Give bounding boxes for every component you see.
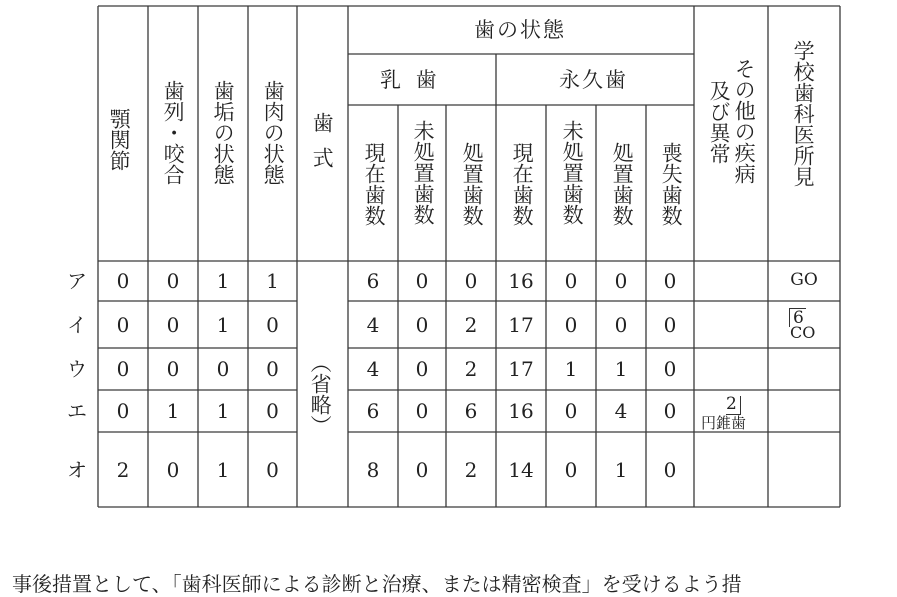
table-cell: 0 (415, 269, 429, 293)
table-cell: 1 (614, 357, 628, 381)
header-oyobi: 及び異常 (707, 80, 732, 164)
table-cell: 0 (614, 269, 628, 293)
header-shiko: 歯垢の状態 (211, 80, 236, 185)
table-cell: 6 (366, 269, 380, 293)
row-label: エ (67, 399, 87, 423)
header-eikyu-genzai: 現在歯数 (510, 142, 535, 226)
row-label: イ (67, 312, 87, 337)
table-cell: 1 (614, 457, 628, 482)
row-label: ウ (67, 357, 87, 381)
table-cell: 0 (663, 269, 677, 293)
footer-text: 事後措置として、「歯科医師による診断と治療、または精密検査」を受けるよう措 (12, 572, 742, 596)
table-cell: 16 (508, 399, 534, 423)
table-cell: 0 (564, 312, 578, 337)
header-shiretsu: 歯列・咬合 (161, 80, 186, 185)
table-cell: 2 (116, 457, 130, 482)
table-cell: 2 (464, 357, 478, 381)
table-cell: 0 (116, 312, 130, 337)
header-eikyu-shochi: 処置歯数 (610, 142, 635, 226)
table-cell: 14 (508, 457, 534, 482)
table-cell: 0 (116, 357, 130, 381)
table-cell: 2 (464, 457, 478, 482)
finding-text: GO (790, 270, 818, 290)
table-cell: 0 (415, 357, 429, 381)
header-shoken: 学校歯科医所見 (791, 40, 816, 187)
table-cell: 1 (216, 312, 230, 337)
header-nyushi-shochi: 処置歯数 (460, 142, 485, 226)
table-cell: 8 (366, 457, 380, 482)
header-gakukansetsu: 顎関節 (107, 108, 132, 171)
header-nyushi-genzai: 現在歯数 (362, 142, 387, 226)
table-cell: 4 (366, 312, 380, 337)
table-cell: 1 (266, 269, 279, 293)
table-cell: 0 (266, 312, 279, 337)
table-cell: 0 (663, 312, 677, 337)
table-cell: 0 (216, 357, 230, 381)
table-cell: 0 (166, 357, 180, 381)
table-cell: 0 (266, 399, 279, 423)
row-label: ア (67, 269, 87, 293)
table-cell: 0 (116, 399, 130, 423)
table-cell: 0 (564, 457, 578, 482)
table-cell: 6 (366, 399, 380, 423)
shishiki-shoryaku: （省略） (308, 352, 333, 436)
finding-text: CO (790, 323, 816, 342)
table-cell: 0 (464, 269, 478, 293)
table-cell: 0 (415, 399, 429, 423)
table-cell: 16 (508, 269, 534, 293)
table-cell: 0 (166, 312, 180, 337)
header-eikyu-mishochi: 未処置歯数 (560, 120, 585, 225)
table-cell: 1 (166, 399, 180, 423)
header-shiniku: 歯肉の状態 (261, 80, 286, 185)
header-eikyushi: 永久歯 (559, 68, 628, 92)
table-cell: 1 (216, 269, 230, 293)
header-ha-no-jotai: 歯の状態 (474, 18, 566, 42)
table-cell: 0 (116, 269, 130, 293)
table-cell: 17 (508, 312, 534, 337)
other-disease-text: 円錐歯 (701, 414, 747, 432)
table-cell: 0 (266, 457, 279, 482)
table-cell: 0 (663, 457, 677, 482)
table-cell: 0 (564, 399, 578, 423)
header-sonota: その他の疾病 (732, 58, 757, 184)
table-cell: 17 (508, 357, 534, 381)
table-cell: 4 (614, 399, 628, 423)
header-nyushi-mishochi: 未処置歯数 (411, 120, 436, 225)
row-label: オ (67, 457, 87, 482)
table-cell: 0 (663, 399, 677, 423)
header-shishiki: 歯式 (310, 112, 335, 182)
header-eikyu-soshitsu: 喪失歯数 (659, 142, 684, 226)
table-cell: 4 (366, 357, 380, 381)
table-cell: 1 (564, 357, 578, 381)
table-cell: 0 (614, 312, 628, 337)
table-cell: 1 (216, 399, 230, 423)
other-tooth-number: 2 (726, 396, 741, 415)
table-cell: 0 (415, 457, 429, 482)
table-cell: 2 (464, 312, 478, 337)
table-cell: 1 (216, 457, 230, 482)
table-cell: 6 (464, 399, 478, 423)
table-cell: 0 (266, 357, 279, 381)
header-nyushi: 乳 歯 (380, 68, 441, 92)
table-cell: 0 (166, 269, 180, 293)
table-cell: 0 (166, 457, 180, 482)
finding-tooth-number: 6 (789, 308, 806, 327)
table-cell: 0 (415, 312, 429, 337)
table-cell: 0 (564, 269, 578, 293)
table-cell: 0 (663, 357, 677, 381)
